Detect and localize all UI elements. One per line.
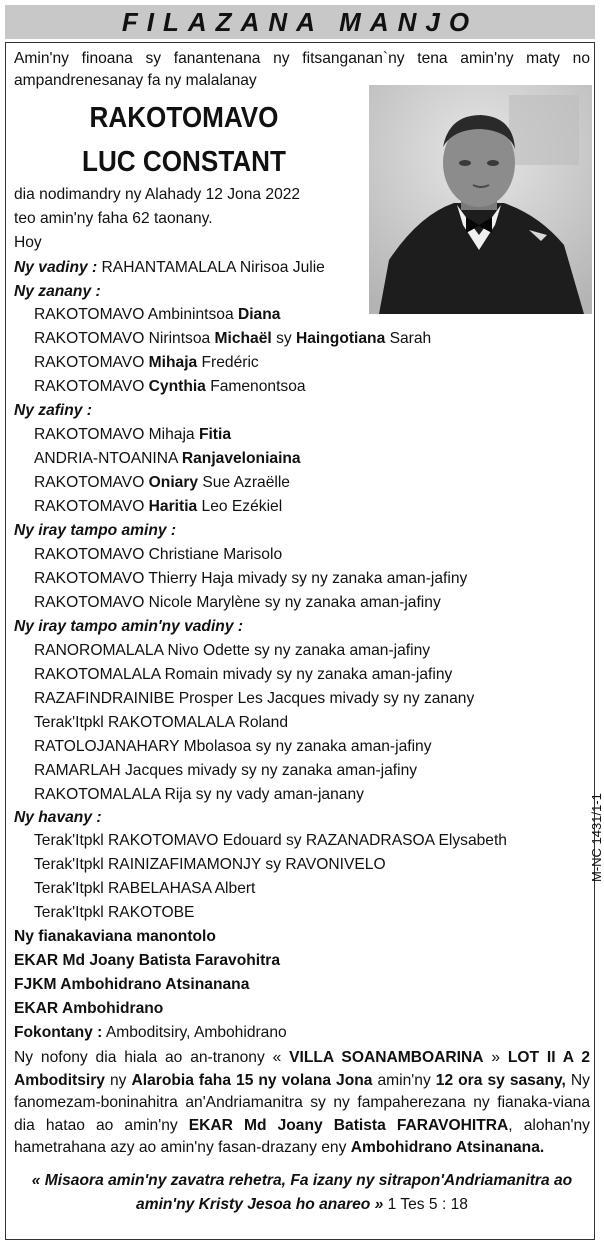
list-item: RANOROMALALA Nivo Odette sy ny zanaka aman-jafiny xyxy=(34,642,431,659)
list-item: RAKOTOMAVO Ambinintsoa Diana xyxy=(34,306,281,323)
list-item: RAKOTOMAVO Mihaja Fitia xyxy=(34,426,231,443)
spouse-name: RAHANTAMALALA Nirisoa Julie xyxy=(101,259,325,276)
relatives-heading: Ny havany : xyxy=(14,809,102,826)
org-line: FJKM Ambohidrano Atsinanana xyxy=(14,976,250,993)
org-line: EKAR Md Joany Batista Faravohitra xyxy=(14,952,281,969)
siblings-heading: Ny iray tampo aminy : xyxy=(14,522,177,539)
list-item: RAKOTOMAVO Oniary Sue Azraëlle xyxy=(34,474,290,491)
deceased-photo xyxy=(369,85,592,314)
list-item: RAKOTOMAVO Nirintsoa Michaël sy Haingotiana Sarah xyxy=(34,330,432,347)
list-item: RAKOTOMALALA Romain mivady sy ny zanaka aman-jafiny xyxy=(34,666,453,683)
org-line: EKAR Ambohidrano xyxy=(14,1000,164,1017)
notice-header: FILAZANA MANJO xyxy=(5,5,595,39)
portrait-image xyxy=(369,85,592,314)
list-item: Terak'Itpkl RAKOTOMAVO Edouard sy RAZANADRASOA Elysabeth xyxy=(34,832,507,849)
death-age-line: teo amin'ny faha 62 taonany. xyxy=(14,210,213,227)
reference-code: M-NC 1431/1-1 xyxy=(589,793,604,882)
list-item: RAKOTOMAVO Mihaja Fredéric xyxy=(34,354,259,371)
spouse-heading: Ny vadiny : xyxy=(14,259,98,276)
spouse-siblings-heading: Ny iray tampo amin'ny vadiny : xyxy=(14,618,244,635)
org-line: Ny fianakaviana manontolo xyxy=(14,928,216,945)
hoy-line: Hoy xyxy=(14,234,42,251)
death-date-line: dia nodimandry ny Alahady 12 Jona 2022 xyxy=(14,186,301,203)
list-item: Terak'Itpkl RAKOTOMALALA Roland xyxy=(34,714,289,731)
list-item: RAZAFINDRAINIBE Prosper Les Jacques mivady sy ny zanany xyxy=(34,690,475,707)
list-item: Terak'Itpkl RABELAHASA Albert xyxy=(34,880,256,897)
deceased-surname: RAKOTOMAVO xyxy=(89,102,279,134)
list-item: Terak'Itpkl RAINIZAFIMAMONJY sy RAVONIVELO xyxy=(34,856,386,873)
fokontany-line: Fokontany : Amboditsiry, Ambohidrano xyxy=(14,1024,287,1041)
list-item: RAKOTOMAVO Nicole Marylène sy ny zanaka aman-jafiny xyxy=(34,594,441,611)
list-item: ANDRIA-NTOANINA Ranjaveloniaina xyxy=(34,450,301,467)
children-heading: Ny zanany : xyxy=(14,283,101,300)
grandchildren-heading: Ny zafiny : xyxy=(14,402,92,419)
list-item: RAKOTOMAVO Cynthia Famenontsoa xyxy=(34,378,306,395)
list-item: RAKOTOMALALA Rija sy ny vady aman-janany xyxy=(34,786,364,803)
list-item: Terak'Itpkl RAKOTOBE xyxy=(34,904,195,921)
bible-verse: « Misaora amin'ny zavatra rehetra, Fa izany ny sitrapon'Andriamanitra ao amin'ny Kristy Jesoa ho anareo » 1 Tes 5 : 18 xyxy=(31,1172,573,1213)
spouse-line xyxy=(14,256,325,280)
deceased-given-names: LUC CONSTANT xyxy=(82,146,286,178)
list-item: RAKOTOMAVO Haritia Leo Ezékiel xyxy=(34,498,283,515)
list-item: RATOLOJANAHARY Mbolasoa sy ny zanaka aman-jafiny xyxy=(34,738,432,755)
list-item: RAMARLAH Jacques mivady sy ny zanaka aman-jafiny xyxy=(34,762,418,779)
intro-text: Amin'ny finoana sy fanantenana ny fitsanganan`ny tena amin'ny maty no ampandrenesanay fa ny malalanay xyxy=(14,50,590,89)
funeral-details: Ny nofony dia hiala ao an-tranony « VILLA SOANAMBOARINA » LOT II A 2 Amboditsiry ny Alarobia faha 15 ny volana Jona amin'ny 12 ora sy sasany, Ny fanomezam-boninahitra an'Andriamanitra sy ny fampaherezana ny fianaka-viana dia hatao ao amin'ny EKAR Md Joany Batista FARAVOHITRA, alohan'ny hametrahana azy ao amin'ny fasan-drazany eny Ambohidrano Atsinanana. xyxy=(14,1049,591,1156)
list-item: RAKOTOMAVO Christiane Marisolo xyxy=(34,546,283,563)
list-item: RAKOTOMAVO Thierry Haja mivady sy ny zanaka aman-jafiny xyxy=(34,570,468,587)
